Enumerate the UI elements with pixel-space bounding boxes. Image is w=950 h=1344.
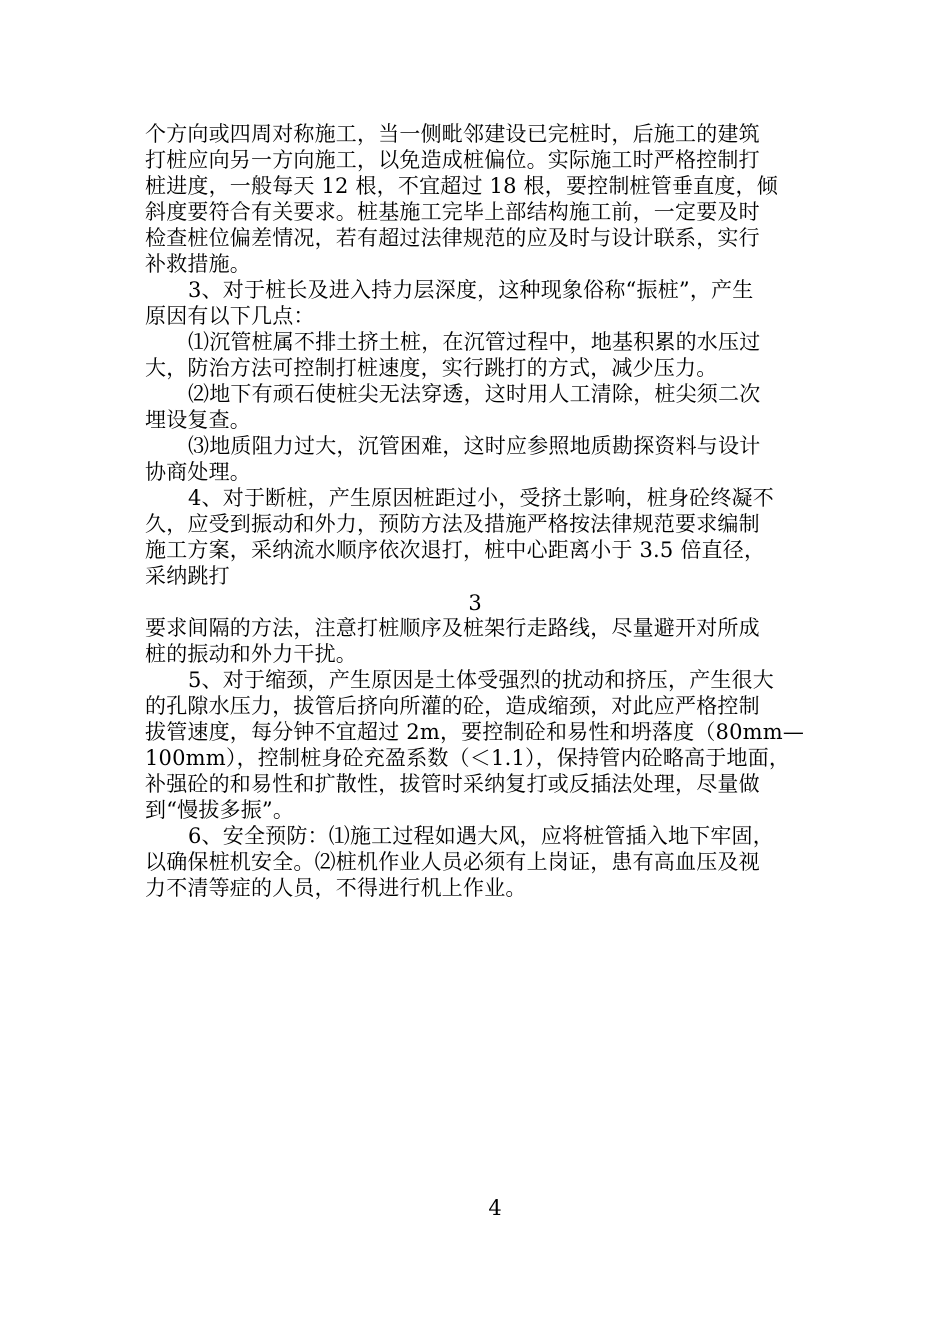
paragraph-start-line: ⑵地下有顽石使桩尖无法穿透，这时用人工清除，桩尖须二次 (188, 382, 761, 406)
paragraph-start-line: 4、对于断桩，产生原因桩距过小，受挤土影响，桩身砼终凝不 (188, 486, 774, 510)
paragraph-start-line: 6、安全预防：⑴施工过程如遇大风，应将桩管插入地下牢固， (188, 824, 774, 848)
page-number: 3 (468, 591, 482, 615)
paragraph-start-line: 3、对于桩长及进入持力层深度，这种现象俗称“振桩”，产生 (188, 278, 754, 302)
text-line: 久，应受到振动和外力，预防方法及措施严格按法律规范要求编制 (145, 512, 760, 536)
text-line: 拔管速度，每分钟不宜超过 2m，要控制砼和易性和坍落度（80mm— (145, 720, 805, 744)
text-line: 打桩应向另一方向施工，以免造成桩偏位。实际施工时严格控制打 (145, 148, 760, 172)
text-line: 原因有以下几点： (145, 304, 315, 328)
text-line: 采纳跳打 (145, 564, 230, 588)
paragraph-start-line: ⑶地质阻力过大，沉管困难，这时应参照地质勘探资料与设计 (188, 434, 761, 458)
text-line: 补强砼的和易性和扩散性，拔管时采纳复打或反插法处理，尽量做 (145, 772, 760, 796)
paragraph-start-line: ⑴沉管桩属不排土挤土桩，在沉管过程中，地基积累的水压过 (188, 330, 761, 354)
paragraph-start-line: 5、对于缩颈，产生原因是土体受强烈的扰动和挤压，产生很大 (188, 668, 774, 692)
text-line: 协商处理。 (145, 460, 251, 484)
page-number: 4 (488, 1196, 502, 1220)
text-line: 桩进度，一般每天 12 根，不宜超过 18 根，要控制桩管垂直度，倾 (145, 174, 778, 198)
text-line: 检查桩位偏差情况，若有超过法律规范的应及时与设计联系，实行 (145, 226, 760, 250)
text-line: 到“慢拔多振”。 (145, 798, 295, 822)
text-line: 大，防治方法可控制打桩速度，实行跳打的方式，减少压力。 (145, 356, 718, 380)
text-line: 埋设复查。 (145, 408, 251, 432)
text-line: 施工方案，采纳流水顺序依次退打，桩中心距离小于 3.5 倍直径， (145, 538, 766, 562)
text-line: 桩的振动和外力干扰。 (145, 642, 357, 666)
text-line: 100mm），控制桩身砼充盈系数（＜1.1），保持管内砼略高于地面， (145, 746, 791, 770)
text-line: 力不清等症的人员，不得进行机上作业。 (145, 876, 527, 900)
text-line: 个方向或四周对称施工，当一侧毗邻建设已完桩时，后施工的建筑 (145, 122, 760, 146)
text-line: 斜度要符合有关要求。桩基施工完毕上部结构施工前，一定要及时 (145, 200, 760, 224)
text-line: 的孔隙水压力，拔管后挤向所灌的砼，造成缩颈，对此应严格控制 (145, 694, 760, 718)
text-line: 要求间隔的方法，注意打桩顺序及桩架行走路线，尽量避开对所成 (145, 616, 760, 640)
text-line: 补救措施。 (145, 252, 251, 276)
text-line: 以确保桩机安全。⑵桩机作业人员必须有上岗证，患有高血压及视 (145, 850, 760, 874)
